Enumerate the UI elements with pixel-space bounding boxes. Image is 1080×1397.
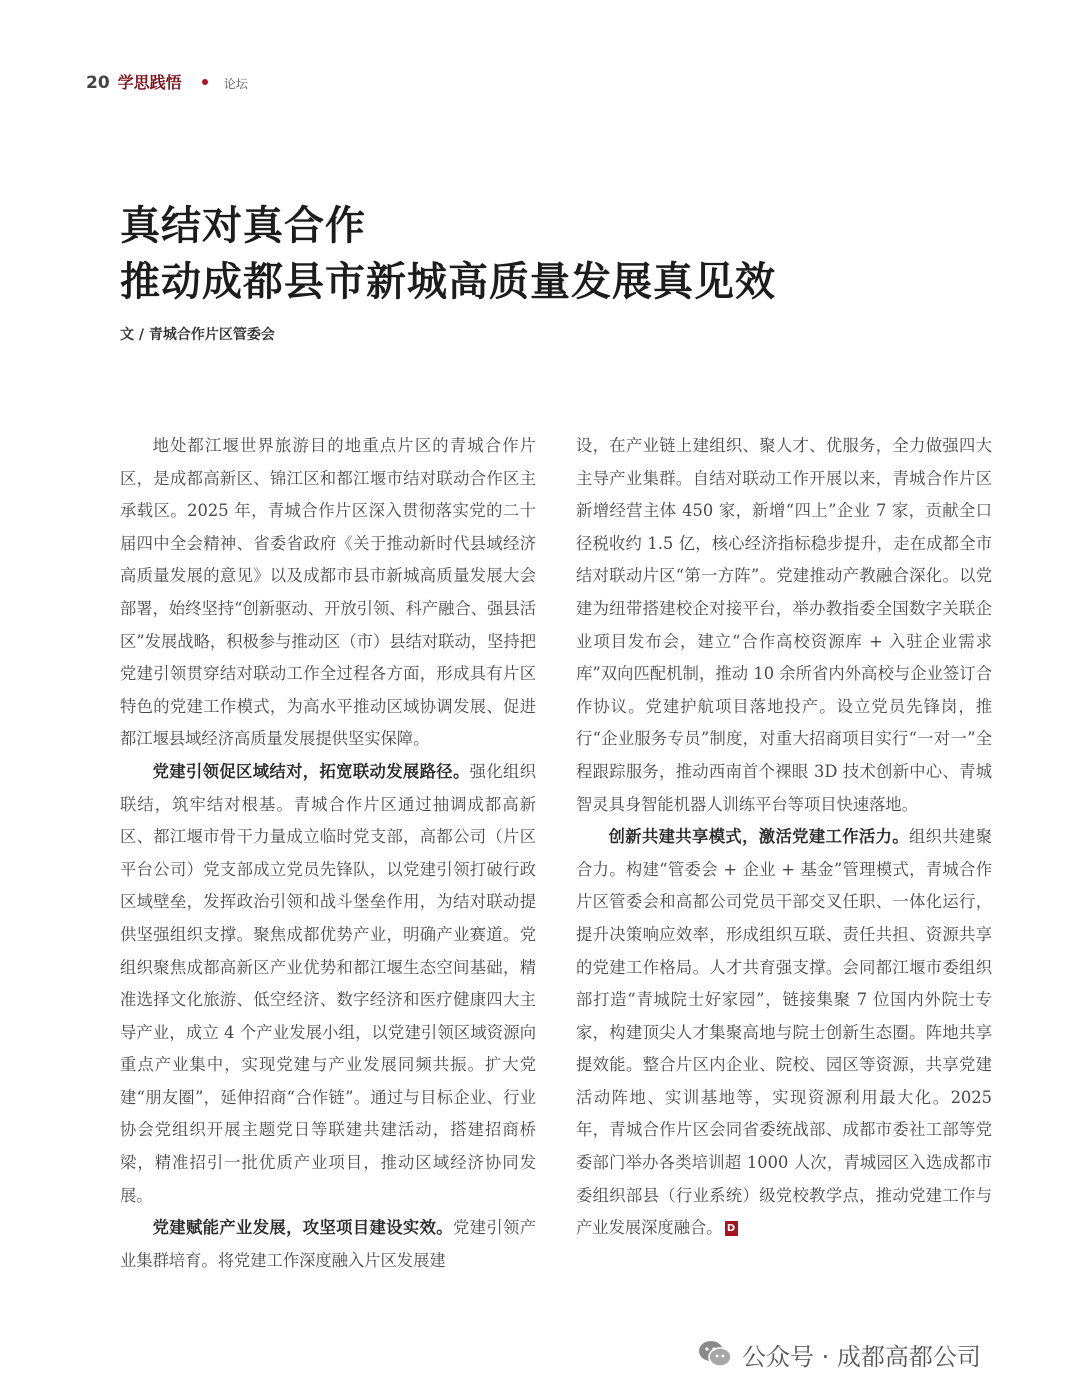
page-number: 20	[86, 73, 110, 93]
wechat-icon	[698, 1339, 732, 1369]
paragraph-lead: 党建赋能产业发展，攻坚项目建设实效。	[152, 1218, 453, 1238]
paragraph-lead: 创新共建共享模式，激活党建工作活力。	[608, 827, 909, 847]
byline: 文 / 青城合作片区管委会	[120, 327, 275, 343]
title-line-1: 真结对真合作	[120, 203, 366, 249]
end-mark-icon: D	[725, 1221, 738, 1236]
page-header	[86, 70, 248, 94]
section-name: 论坛	[223, 77, 248, 91]
left-column	[120, 430, 536, 1277]
paragraph: 地处都江堰世界旅游目的地重点片区的青城合作片区，是成都高新区、锦江区和都江堰市结对联动合作区主承载区。2025 年，青城合作片区深入贯彻落实党的二十届四中全会精神、省委省政府《关于推动新时代县域经济高质量发展的意见》以及成都市县市新城高质量发展大会部署，始终坚持“创新驱动、开放引领、科产融合、强县活区”发展战略，积极参与推动区（市）县结对联动，坚持把党建引领贯穿结对联动工作全过程各方面，形成具有片区特色的党建工作模式，为高水平推动区域协调发展、促进都江堰县域经济高质量发展提供坚实保障。	[120, 436, 536, 749]
bullet-dot-icon	[202, 79, 208, 85]
title-line-2: 推动成都县市新城高质量发展真见效	[120, 259, 776, 305]
paragraph: 设，在产业链上建组织、聚人才、优服务，全力做强四大主导产业集群。自结对联动工作开展以来，青城合作片区新增经营主体 450 家，新增“四上”企业 7 家，贡献全口径税收约 1.5 亿，核心经济指标稳步提升，走在成都全市结对联动片区“第一方阵”。党建推动产教融合深化。以党建为纽带搭建校企对接平台，举办教指委全国数字关联企业项目发布会，建立“合作高校资源库 + 入驻企业需求库”双向匹配机制，推动 10 余所省内外高校与企业签订合作协议。党建护航项目落地投产。设立党员先锋岗，推行“企业服务专员”制度，对重大招商项目实行“一对一”全程跟踪服务，推动西南首个裸眼 3D 技术创新中心、青城智灵具身智能机器人训练平台等项目快速落地。	[576, 436, 992, 814]
right-column	[576, 430, 992, 1245]
paragraph	[120, 756, 536, 1212]
paragraph	[576, 821, 992, 1245]
paragraph	[120, 1212, 536, 1277]
paragraph-body: 组织共建聚合力。构建“管委会 + 企业 + 基金”管理模式，青城合作片区管委会和高都公司党员干部交叉任职、一体化运行，提升决策响应效率，形成组织互联、责任共担、资源共享的党建工作格局。人才共育强支撑。会同都江堰市委组织部打造“青城院士好家园”，链接集聚 7 位国内外院士专家，构建顶尖人才集聚高地与院士创新生态圈。阵地共享提效能。整合片区内企业、院校、园区等资源，共享党建活动阵地、实训基地等，实现资源利用最大化。2025 年，青城合作片区会同省委统战部、成都市委社工部等党委部门举办各类培训超 1000 人次，青城园区入选成都市委组织部县（行业系统）级党校教学点，推动党建工作与产业发展深度融合。	[576, 827, 992, 1238]
wechat-watermark	[698, 1334, 981, 1374]
article-title	[120, 198, 776, 310]
paragraph-lead: 党建引领促区域结对，拓宽联动发展路径。	[152, 761, 470, 781]
paragraph-body: 强化组织联结，筑牢结对根基。青城合作片区通过抽调成都高新区、都江堰市骨干力量成立临时党支部，高都公司（片区平台公司）党支部成立党员先锋队，以党建引领打破行政区域壁垒，发挥政治引领和战斗堡垒作用，为结对联动提供坚强组织支撑。聚焦成都优势产业，明确产业赛道。党组织聚焦成都高新区产业优势和都江堰生态空间基础，精准选择文化旅游、低空经济、数字经济和医疗健康四大主导产业，成立 4 个产业发展小组，以党建引领区域资源向重点产业集中，实现党建与产业发展同频共振。扩大党建“朋友圈”，延伸招商“合作链”。通过与目标企业、行业协会党组织开展主题党日等联建共建活动，搭建招商桥梁，精准招引一批优质产业项目，推动区域经济协同发展。	[120, 761, 536, 1205]
column-name: 学思践悟	[117, 73, 182, 92]
watermark-text: 公众号 · 成都高都公司	[742, 1342, 981, 1371]
paragraph-body: 党建引领产业集群培育。将党建工作深度融入片区发展建	[120, 1218, 536, 1270]
